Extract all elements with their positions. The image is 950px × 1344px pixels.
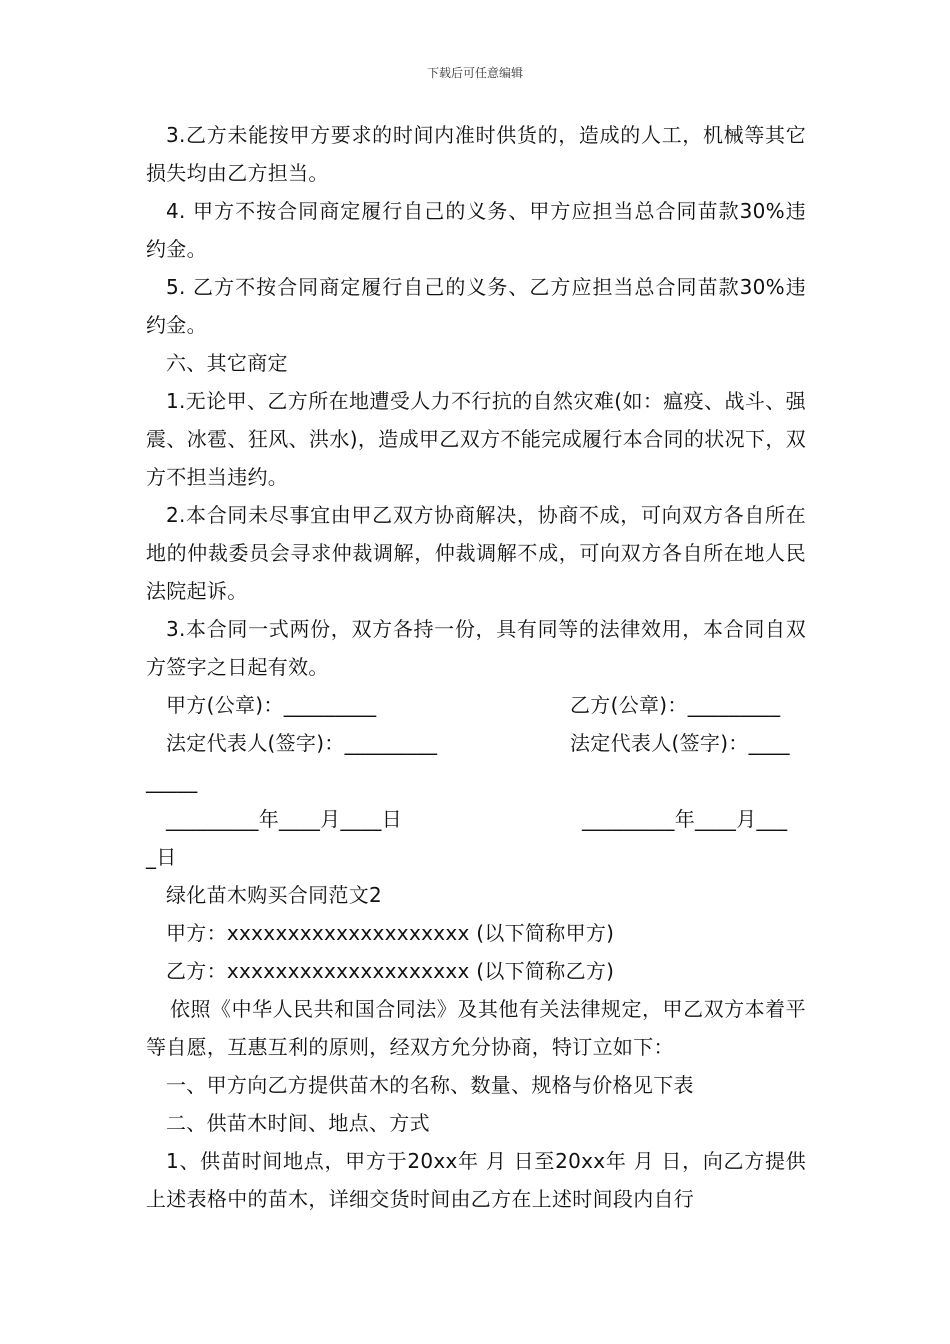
section-2-heading: 二、供苗木时间、地点、方式: [166, 1111, 430, 1135]
supply-time-clause: 1、供苗时间地点，甲方于20xx年 月 日至20xx年 月 日，向乙方提供上述表格中的苗木，详细交货时间由乙方在上述时间段内自行: [146, 1149, 806, 1211]
party-b-line: 乙方：xxxxxxxxxxxxxxxxxxxx (以下简称乙方): [166, 959, 615, 983]
seal-row: [146, 686, 806, 724]
document-body: [146, 116, 806, 1218]
date-row: [146, 800, 806, 838]
clause-3-text: 3.乙方未能按甲方要求的时间内准时供货的，造成的人工，机械等其它损失均由乙方担当。: [146, 123, 806, 185]
page-header: 下载后可任意编辑: [426, 66, 523, 80]
copies-clause: 3.本合同一式两份，双方各持一份，具有同等的法律效用，本合同自双方签字之日起有效。: [146, 617, 806, 679]
party-b-date-continued: _日: [146, 845, 177, 869]
party-b-representative-continued: _____: [146, 769, 198, 793]
party-b-date: _________年____月___: [582, 807, 788, 831]
party-a-line: 甲方：xxxxxxxxxxxxxxxxxxxx (以下简称甲方): [166, 921, 615, 945]
clause-4-text: 4. 甲方不按合同商定履行自己的义务、甲方应担当总合同苗款30%违约金。: [146, 199, 806, 261]
section-6-heading: 六、其它商定: [166, 351, 288, 375]
representative-row: [146, 724, 806, 762]
dispute-clause: 2.本合同未尽事宜由甲乙双方协商解决，协商不成，可向双方各自所在地的仲裁委员会寻求仲裁调解，仲裁调解不成，可向双方各自所在地人民法院起诉。: [146, 503, 806, 603]
party-b-representative: 法定代表人(签字)：____: [570, 731, 790, 755]
party-b-seal: 乙方(公章)：_________: [570, 693, 781, 717]
party-a-date: _________年____月____日: [166, 807, 402, 831]
contract-2-title: 绿化苗木购买合同范文2: [166, 883, 383, 907]
force-majeure-clause: 1.无论甲、乙方所在地遭受人力不行抗的自然灾难(如：瘟疫、战斗、强震、冰雹、狂风、洪水)，造成甲乙双方不能完成履行本合同的状况下，双方不担当违约。: [146, 389, 806, 489]
section-1-heading: 一、甲方向乙方提供苗木的名称、数量、规格与价格见下表: [166, 1073, 694, 1097]
party-a-representative: 法定代表人(签字)：_________: [166, 731, 438, 755]
party-a-seal: 甲方(公章)：_________: [166, 693, 377, 717]
preamble-paragraph: 依照《中华人民共和国合同法》及其他有关法律规定，甲乙双方本着平等自愿，互惠互利的原则，经双方允分协商，特订立如下：: [146, 997, 806, 1059]
clause-5-text: 5. 乙方不按合同商定履行自己的义务、乙方应担当总合同苗款30%违约金。: [146, 275, 806, 337]
